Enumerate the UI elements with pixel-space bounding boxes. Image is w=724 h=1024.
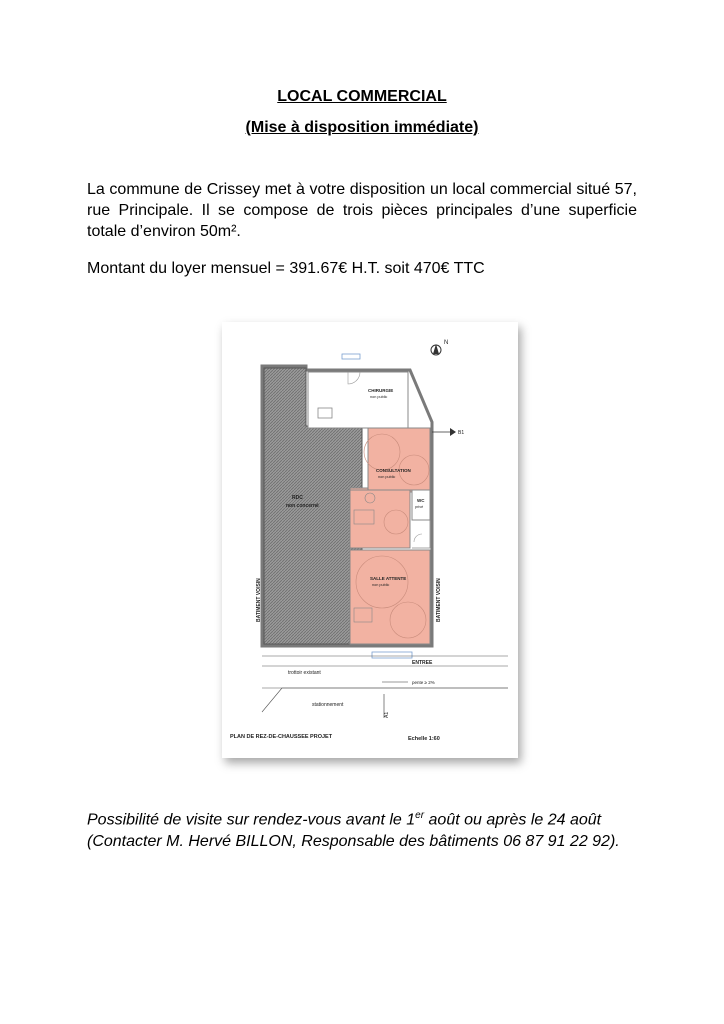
batiment-voisin-left-label: BATIMENT VOISIN — [256, 578, 262, 622]
pente-label: pente ≥ 2% — [412, 680, 435, 685]
consultation-label: CONSULTATION — [376, 468, 411, 473]
document-subtitle: (Mise à disposition immédiate) — [245, 119, 479, 136]
intro-paragraph: La commune de Crissey met à votre disposition un local commercial situé 57, rue Principale. Il se compose de trois pièces principales d’une superficie totale d’environ 50m². — [87, 181, 637, 240]
stationnement-label: stationnement — [312, 702, 344, 708]
rent-paragraph: Montant du loyer mensuel = 391.67€ H.T. soit 470€ TTC — [87, 260, 485, 277]
wc-label: WC — [417, 498, 425, 503]
visit-superscript: er — [415, 810, 425, 821]
plan-scale-label: Echelle 1:60 — [408, 736, 440, 742]
document-title: LOCAL COMMERCIAL — [277, 88, 447, 105]
north-label: N — [444, 340, 449, 346]
plan-title-label: PLAN DE REZ-DE-CHAUSSEE PROJET — [230, 734, 333, 740]
floor-plan-drawing — [222, 322, 518, 758]
svg-text:B1: B1 — [458, 430, 465, 436]
rdc-label: RDC — [292, 495, 303, 501]
wc-sub-label: privé — [415, 505, 424, 509]
room-office — [350, 490, 410, 548]
visit-paragraph — [87, 805, 637, 853]
trottoir-label: trottoir existant — [288, 670, 321, 676]
batiment-voisin-right-label: BATIMENT VOISIN — [436, 578, 442, 622]
salle-attente-sub-label: non public — [372, 583, 390, 587]
room-chirurgie — [308, 372, 408, 428]
chirurgie-label: CHIRURGIE — [368, 388, 394, 393]
chirurgie-sub-label: non public — [370, 395, 388, 399]
north-arrow-icon — [431, 340, 448, 355]
section-b1-marker — [432, 428, 464, 436]
entree-label: ENTREE — [412, 660, 433, 666]
svg-text:A1: A1 — [384, 711, 390, 718]
consultation-sub-label: non public — [378, 475, 396, 479]
floor-plan — [222, 322, 518, 758]
visit-text-part1: Possibilité de visite sur rendez-vous avant le 1 — [87, 811, 416, 829]
section-a1-marker — [384, 694, 390, 718]
room-salle-attente — [350, 550, 430, 644]
rdc-sub-label: non concerné — [286, 503, 319, 509]
visit-text-part2: août ou après le 24 août (Contacter M. Hervé BILLON, Responsable des bâtiments 06 87 91 22 92). — [87, 811, 620, 851]
salle-attente-label: SALLE ATTENTE — [370, 576, 407, 581]
